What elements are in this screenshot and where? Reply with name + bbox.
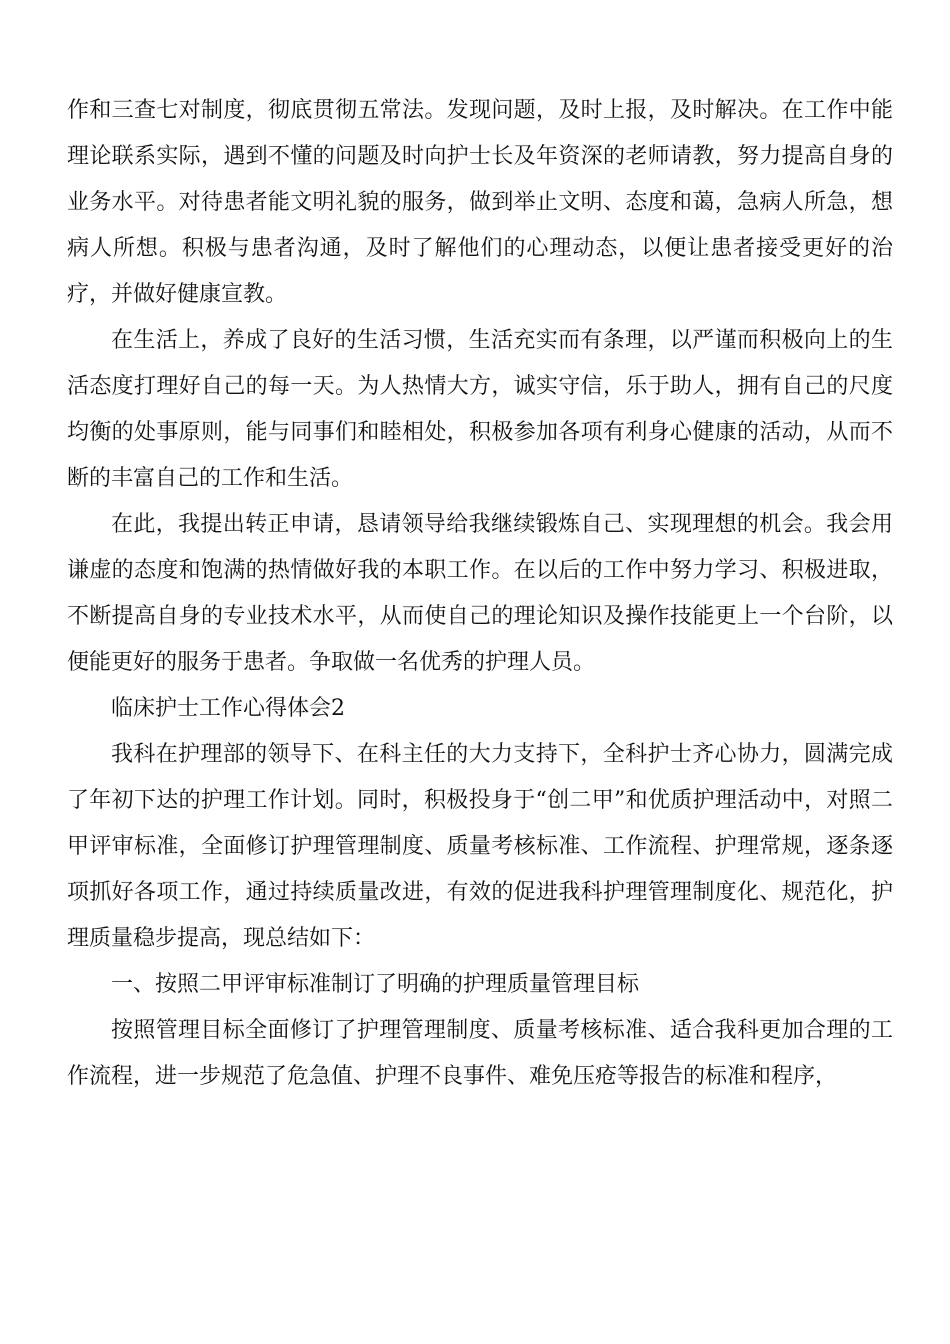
section-heading-1: 临床护士工作心得体会2 xyxy=(111,696,345,721)
paragraph-3: 在此，我提出转正申请，恳请领导给我继续锻炼自己、实现理想的机会。我会用谦虚的态度和饱满的热情做好我的本职工作。在以后的工作中努力学习、积极进取，不断提高自身的专业技术水平，从而使自己的理论知识及操作技能更上一个台阶，以便能更好的服务于患者。争取做一名优秀的护理人员。 xyxy=(67,512,893,675)
document-body xyxy=(67,88,893,1100)
paragraph-2: 在生活上，养成了良好的生活习惯，生活充实而有条理，以严谨而积极向上的生活态度打理好自己的每一天。为人热情大方，诚实守信，乐于助人，拥有自己的尺度均衡的处事原则，能与同事们和睦相处，积极参加各项有利身心健康的活动，从而不断的丰富自己的工作和生活。 xyxy=(67,328,893,491)
paragraph-1: 作和三查七对制度，彻底贯彻五常法。发现问题，及时上报，及时解决。在工作中能理论联系实际，遇到不懂的问题及时向护士长及年资深的老师请教，努力提高自身的业务水平。对待患者能文明礼貌的服务，做到举止文明、态度和蔼，急病人所急，想病人所想。积极与患者沟通，及时了解他们的心理动态，以便让患者接受更好的治疗，并做好健康宣教。 xyxy=(67,98,893,307)
section-heading-2: 一、按照二甲评审标准制订了明确的护理质量管理目标 xyxy=(111,972,640,997)
paragraph-5: 按照管理目标全面修订了护理管理制度、质量考核标准、适合我科更加合理的工作流程，进一步规范了危急值、护理不良事件、难免压疮等报告的标准和程序， xyxy=(67,1018,893,1089)
paragraph-4: 我科在护理部的领导下、在科主任的大力支持下，全科护士齐心协力，圆满完成了年初下达的护理工作计划。同时，积极投身于“创二甲”和优质护理活动中，对照二甲评审标准，全面修订护理管理制度、质量考核标准、工作流程、护理常规，逐条逐项抓好各项工作，通过持续质量改进，有效的促进我科护理管理制度化、规范化，护理质量稳步提高，现总结如下： xyxy=(67,742,893,951)
